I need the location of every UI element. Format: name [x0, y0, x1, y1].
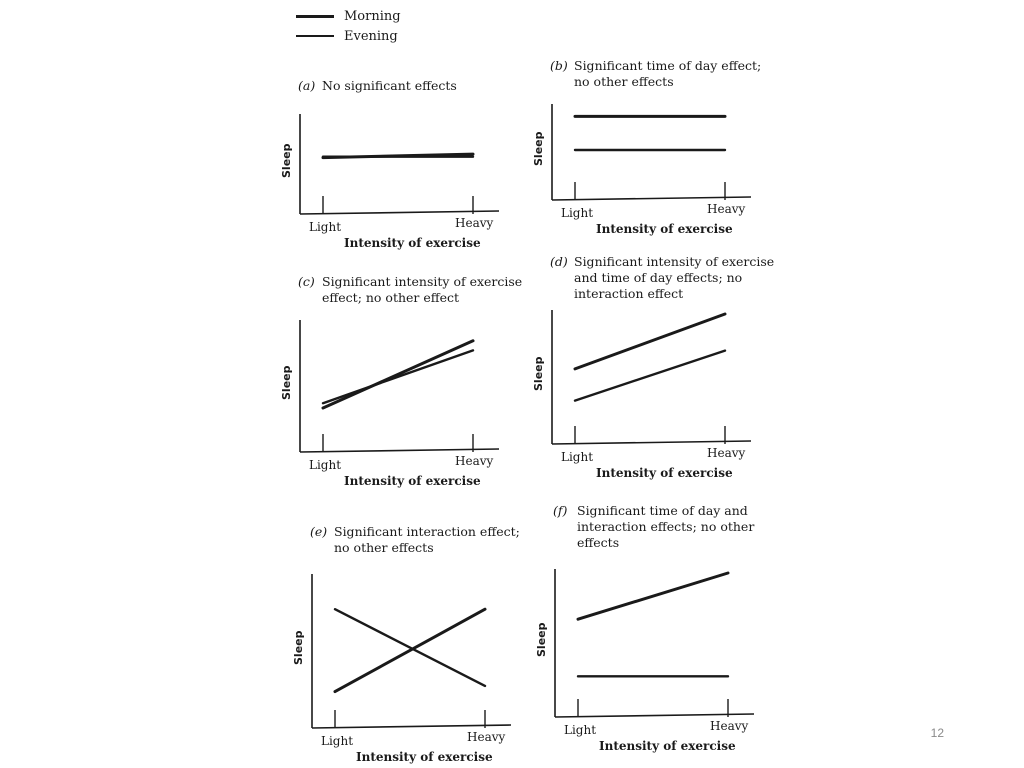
tick-label-heavy: Heavy	[455, 454, 494, 468]
panel-caption-line: Significant time of day effect;	[574, 58, 762, 73]
y-axis-label: Sleep	[292, 630, 305, 665]
panel-caption-line: no other effects	[334, 540, 434, 555]
panel-caption	[298, 78, 457, 94]
x-axis-label: Intensity of exercise	[344, 474, 481, 488]
legend-swatch-evening	[296, 35, 334, 37]
panel-b	[532, 58, 785, 273]
plot-area	[553, 569, 758, 721]
panel-caption-line: Significant intensity of exercise	[322, 274, 523, 289]
plot-area	[550, 310, 755, 448]
panel-d	[532, 254, 785, 480]
tick-label-light: Light	[309, 458, 342, 472]
panel-caption-tag: (a)	[298, 78, 316, 93]
x-axis	[552, 441, 751, 444]
panel-c	[280, 274, 533, 489]
panel-e	[292, 524, 545, 764]
legend-swatch-morning	[296, 15, 334, 18]
tick-label-light: Light	[564, 723, 597, 737]
panel-caption-line: interaction effect	[574, 286, 684, 301]
y-axis-label: Sleep	[280, 143, 293, 178]
x-axis	[552, 197, 751, 200]
tick-label-light: Light	[561, 450, 594, 464]
y-axis-label: Sleep	[280, 365, 293, 400]
panel-caption-line: Significant time of day and	[577, 503, 748, 518]
tick-label-light: Light	[561, 206, 594, 220]
plot-area	[310, 574, 515, 732]
page-number: 12	[930, 726, 944, 740]
panel-caption-line: effects	[577, 535, 620, 550]
panel-caption-line: interaction effects; no other	[577, 519, 755, 534]
panel-caption-line: Significant interaction effect;	[334, 524, 520, 539]
tick-label-light: Light	[321, 734, 354, 748]
y-axis-label: Sleep	[535, 622, 548, 657]
series-line-morning	[323, 341, 473, 408]
y-axis-label: Sleep	[532, 356, 545, 391]
x-axis-label: Intensity of exercise	[344, 236, 481, 250]
x-axis	[312, 725, 511, 728]
x-axis	[555, 714, 754, 717]
panel-caption-tag: (d)	[550, 254, 568, 269]
panel-caption-line: Significant intensity of exercise	[574, 254, 775, 269]
tick-label-light: Light	[309, 220, 342, 234]
x-axis-label: Intensity of exercise	[596, 466, 733, 480]
series-line-morning	[578, 573, 728, 619]
panel-a	[280, 78, 533, 293]
panel-caption-tag: (e)	[310, 524, 328, 539]
y-axis-label: Sleep	[532, 131, 545, 166]
tick-label-heavy: Heavy	[455, 216, 494, 230]
tick-label-heavy: Heavy	[707, 202, 746, 216]
panel-caption	[310, 524, 520, 556]
x-axis-label: Intensity of exercise	[356, 750, 493, 764]
x-axis	[300, 449, 499, 452]
panel-caption	[550, 254, 774, 302]
tick-label-heavy: Heavy	[467, 730, 506, 744]
legend-label-morning: Morning	[344, 8, 401, 24]
legend-item-morning	[296, 6, 401, 26]
x-axis	[300, 211, 499, 214]
plot-area	[550, 104, 755, 204]
legend-item-evening	[296, 26, 401, 46]
x-axis-label: Intensity of exercise	[599, 739, 736, 753]
panel-caption	[550, 58, 761, 90]
panel-caption-line: and time of day effects; no	[574, 270, 743, 285]
tick-label-heavy: Heavy	[710, 719, 749, 733]
plot-area	[298, 320, 503, 456]
panel-f	[535, 503, 788, 753]
panel-caption-line: no other effects	[574, 74, 674, 89]
tick-label-heavy: Heavy	[707, 446, 746, 460]
series-line-morning	[575, 314, 725, 369]
legend-label-evening: Evening	[344, 28, 398, 44]
panel-caption-tag: (f)	[553, 503, 568, 518]
panel-caption-line: No significant effects	[322, 78, 457, 93]
panel-caption-line: effect; no other effect	[322, 290, 460, 305]
x-axis-label: Intensity of exercise	[596, 222, 733, 236]
plot-area	[298, 114, 503, 218]
series-line-evening	[323, 350, 473, 403]
panel-caption-tag: (b)	[550, 58, 568, 73]
panel-caption	[553, 503, 754, 551]
panel-caption	[298, 274, 522, 306]
panel-caption-tag: (c)	[298, 274, 315, 289]
legend	[296, 6, 401, 46]
series-line-evening	[575, 351, 725, 401]
